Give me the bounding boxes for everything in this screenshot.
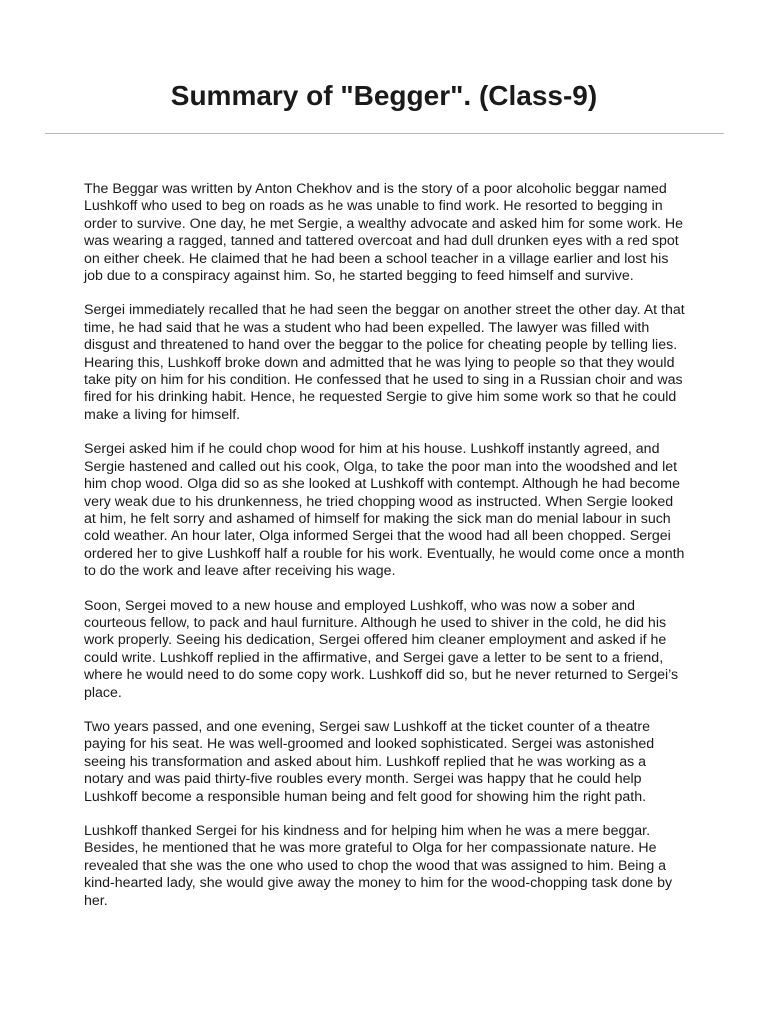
paragraph-5: Two years passed, and one evening, Sergei saw Lushkoff at the ticket counter of a theatre paying for his seat. He was well-groomed and looked sophisticated. Sergei was astonished seeing his transformation and asked about him. Lushkoff replied that he was working as a notary and was paid thirty-five roubles every month. Sergei was happy that he could help Lushkoff become a responsible human being and felt good for showing him the right path. [84,718,655,805]
document-body [84,181,688,927]
page-title: Summary of "Begger". (Class-9) [170,80,598,111]
paragraph-3: Sergei asked him if he could chop wood for him at his house. Lushkoff instantly agreed, and Sergie hastened and called out his cook, Olga, to take the poor man into the woodshed and let him chop wood. Olga did so as she looked at Lushkoff with contempt. Although he had become very weak due to his drunkenness, he tried chopping wood as instructed. When Sergie looked at him, he felt sorry and ashamed of himself for making the sick man do menial labour in such cold weather. An hour later, Olga informed Sergei that the wood had all been chopped. Sergei ordered her to give Lushkoff half a rouble for his work. Eventually, he would come once a month to do the work and leave after receiving his wage. [84,441,685,580]
title-divider [45,133,724,134]
paragraph-4: Soon, Sergei moved to a new house and employed Lushkoff, who was now a sober and courteous fellow, to pack and haul furniture. Although he used to shiver in the cold, he did his work properly. Seeing his dedication, Sergei offered him cleaner employment and asked if he could write. Lushkoff replied in the affirmative, and Sergei gave a letter to be sent to a friend, where he would need to do some copy work. Lushkoff did so, but he never returned to Sergei’s place. [84,597,679,701]
paragraph-2: Sergei immediately recalled that he had seen the beggar on another street the other day. At that time, he had said that he was a student who had been expelled. The lawyer was filled with disgust and threatened to hand over the beggar to the police for cheating people by telling lies. Hearing this, Lushkoff broke down and admitted that he was lying to people so that they would take pity on him for his condition. He confessed that he used to sing in a Russian choir and was fired for his drinking habit. Hence, he requested Sergie to give him some work so that he could make a living for himself. [84,302,685,423]
paragraph-6: Lushkoff thanked Sergei for his kindness and for helping him when he was a mere beggar. Besides, he mentioned that he was more grateful to Olga for her compassionate nature. He revealed that she was the one who used to chop the wood that was assigned to him. Being a kind-hearted lady, she would give away the money to him for the wood-chopping task done by her. [84,823,673,909]
paragraph-1: The Beggar was written by Anton Chekhov and is the story of a poor alcoholic beggar named Lushkoff who used to beg on roads as he was unable to find work. He resorted to begging in order to survive. One day, he met Sergie, a wealthy advocate and asked him for some work. He was wearing a ragged, tanned and tattered overcoat and had dull drunken eyes with a red spot on either cheek. He claimed that he had been a school teacher in a village earlier and lost his job due to a conspiracy against him. So, he started begging to feed himself and survive. [84,181,684,285]
